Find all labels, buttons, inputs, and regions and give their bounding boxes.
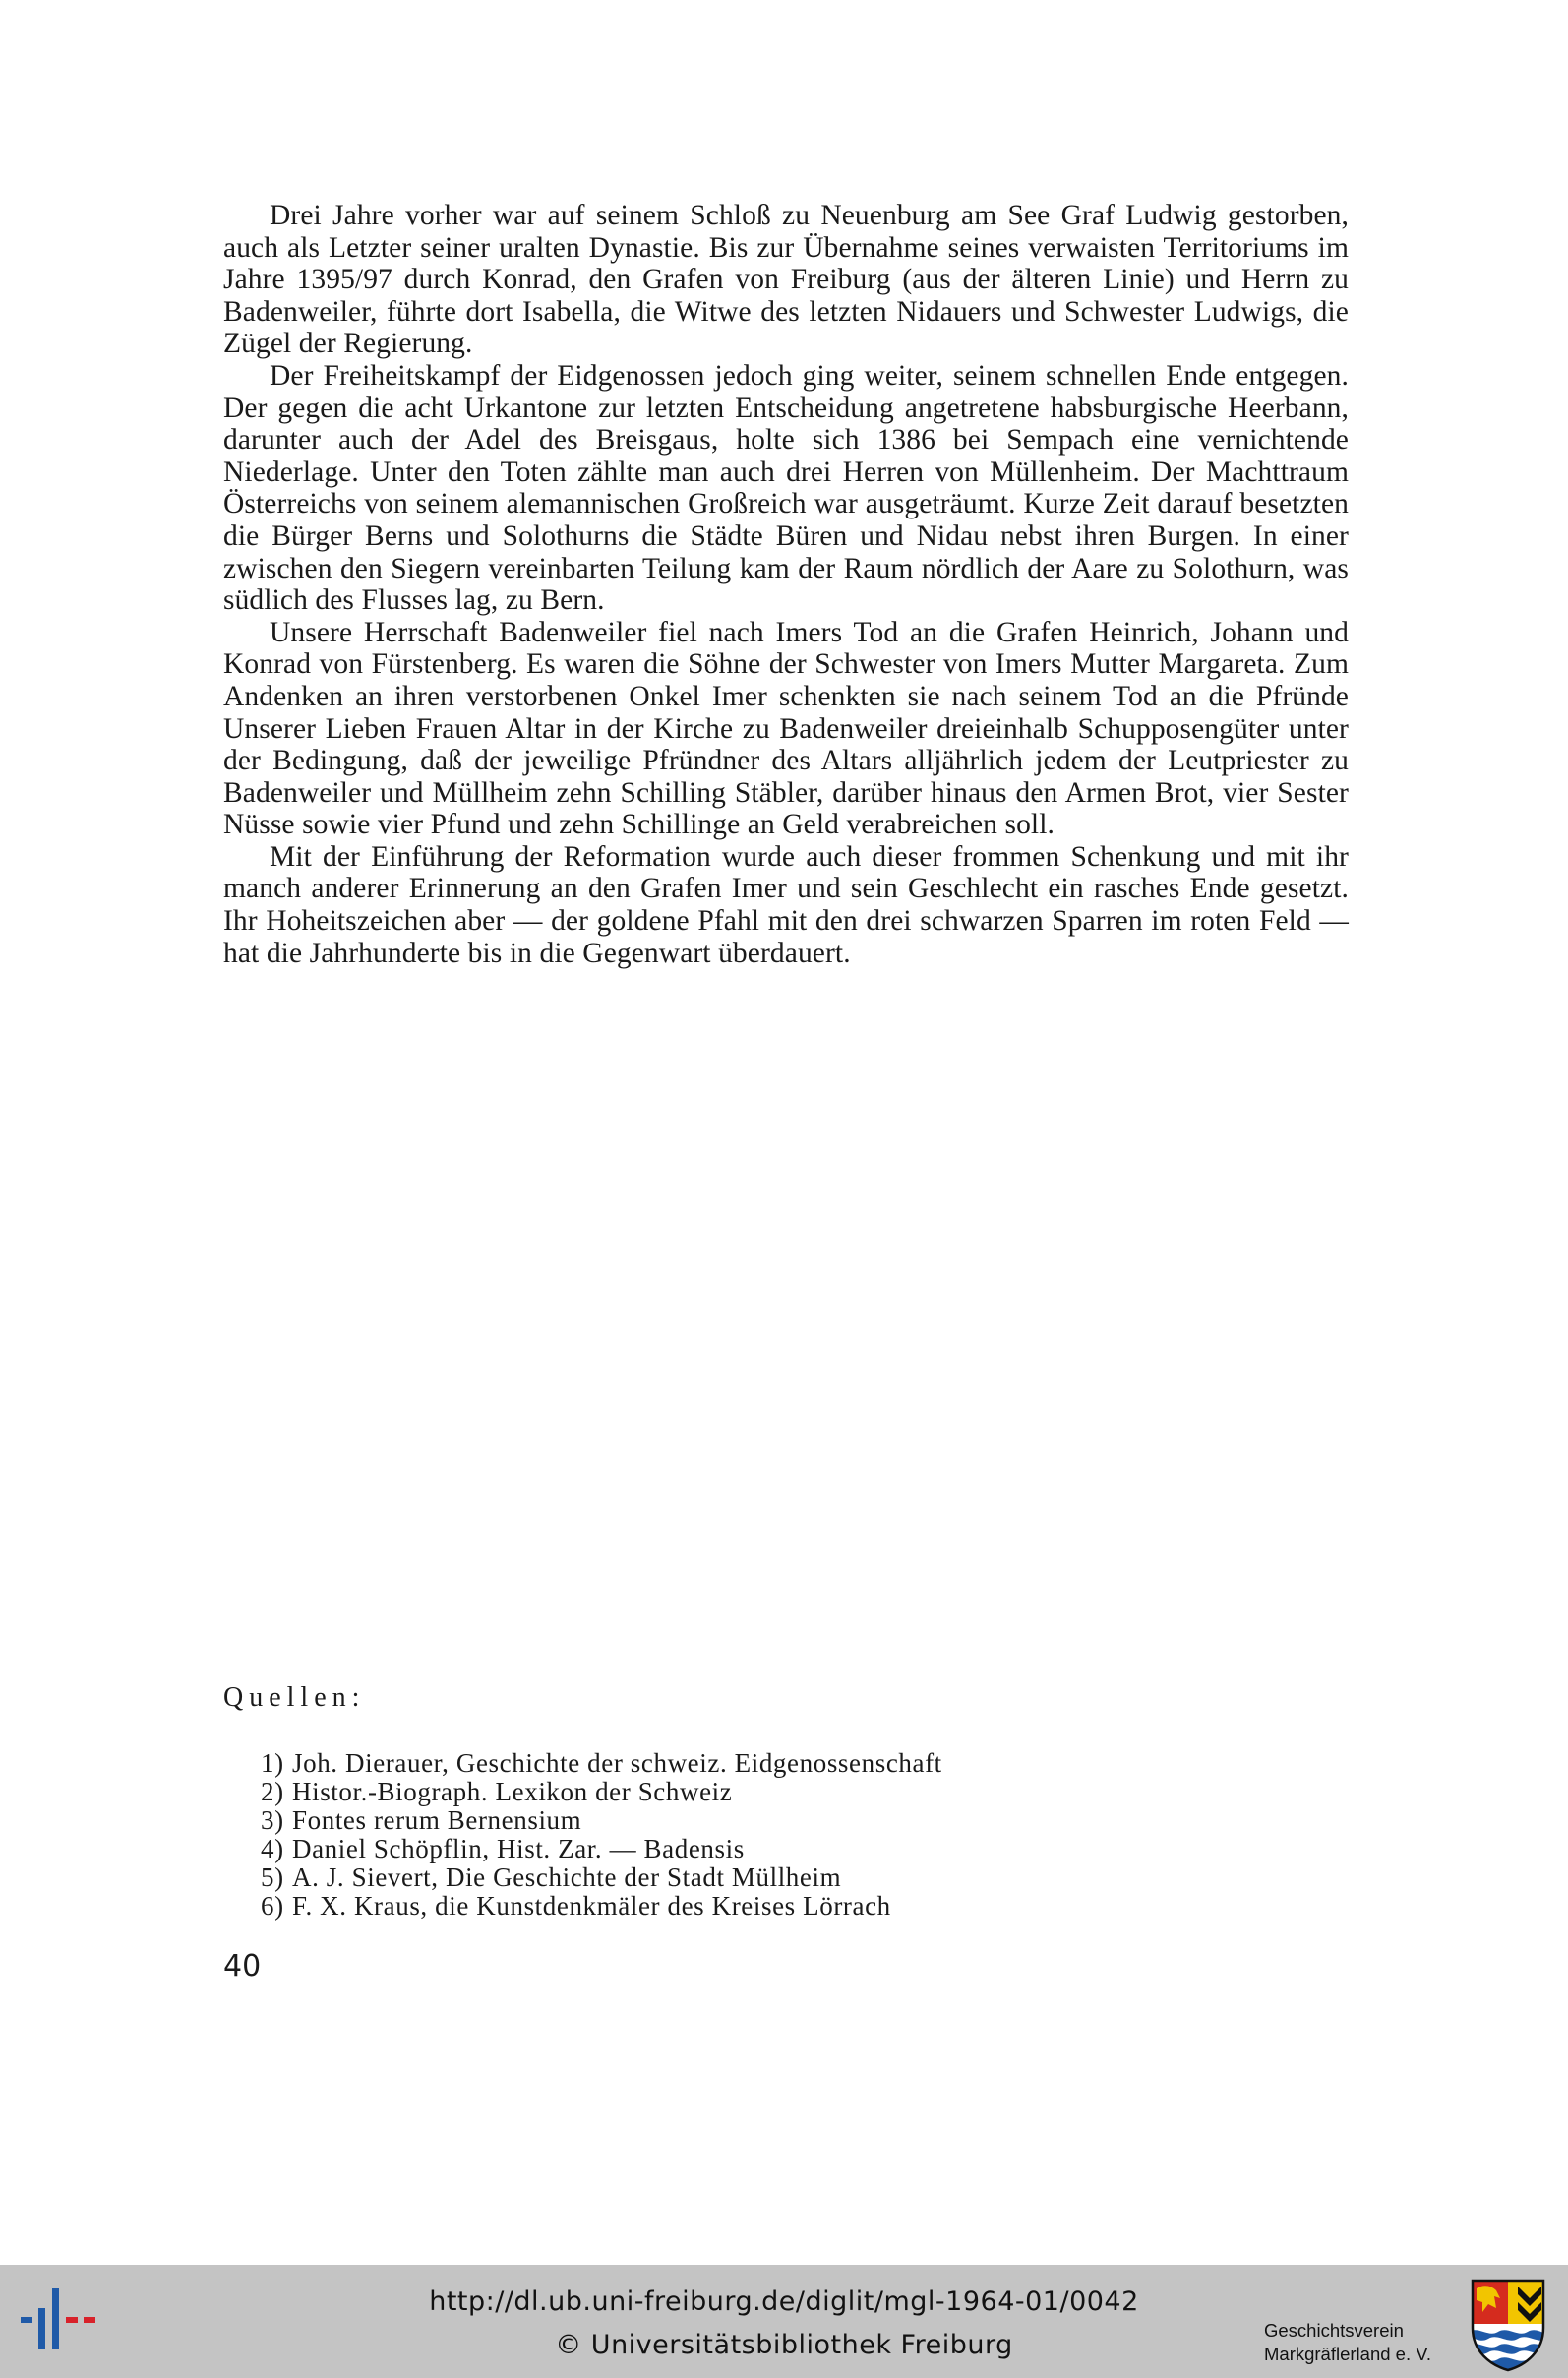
- sources-heading: Quellen:: [223, 1682, 366, 1713]
- society-name-line: Markgräflerland e. V.: [1264, 2344, 1432, 2364]
- source-item: [261, 1835, 1349, 1863]
- sources-section: [223, 1682, 1349, 1921]
- source-number: 5): [261, 1862, 284, 1892]
- source-text: A. J. Sievert, Die Geschichte der Stadt Müllheim: [292, 1862, 842, 1892]
- source-text: Histor.-Biograph. Lexikon der Schweiz: [292, 1777, 733, 1806]
- source-item: [261, 1749, 1349, 1778]
- sources-list: [223, 1749, 1349, 1921]
- source-number: 2): [261, 1777, 284, 1806]
- body-text: [223, 200, 1349, 969]
- source-text: F. X. Kraus, die Kunstdenkmäler des Kreises Lörrach: [292, 1891, 891, 1921]
- paragraph: Drei Jahre vorher war auf seinem Schloß zu Neuenburg am See Graf Ludwig gestorben, auch als Letzter seiner uralten Dynastie. Bis zur Übernahme seines verwaisten Territoriums im Jahre 1395/97 durch Konrad, den Grafen von Freiburg (aus der älteren Linie) und Herrn zu Badenweiler, führte dort Isabella, die Witwe des letzten Nidauers und Schwester Ludwigs, die Zügel der Regierung.: [223, 200, 1349, 360]
- document-url-link[interactable]: http://dl.ub.uni-freiburg.de/diglit/mgl-1964-01/0042: [429, 2287, 1139, 2317]
- source-item: [261, 1806, 1349, 1835]
- society-name-line: Geschichtsverein: [1264, 2320, 1404, 2341]
- source-item: [261, 1892, 1349, 1921]
- paragraph: Mit der Einführung der Reformation wurde auch dieser frommen Schenkung und mit ihr manch anderer Erinnerung an den Grafen Imer und sein Geschlecht ein rasches Ende gesetzt. Ihr Hoheitszeichen aber — der goldene Pfahl mit den drei schwarzen Sparren im roten Feld — hat die Jahrhunderte bis in die Gegenwart überdauert.: [223, 840, 1349, 969]
- footer-bar: [0, 2265, 1568, 2378]
- paragraph: Unsere Herrschaft Badenweiler fiel nach Imers Tod an die Grafen Heinrich, Johann und Konrad von Fürstenberg. Es waren die Söhne der Schwester von Imers Mutter Margareta. Zum Andenken an ihren verstorbenen Onkel Imer schenkten sie nach seinem Tod an die Pfründe Unserer Lieben Frauen Altar in der Kirche zu Badenweiler dreieinhalb Schupposengüter unter der Bedingung, daß der jeweilige Pfründner des Altars alljährlich jedem der Leutpriester zu Badenweiler und Müllheim zehn Schilling Stäbler, darüber hinaus den Armen Brot, vier Sester Nüsse sowie vier Pfund und zehn Schillinge an Geld verabreichen soll.: [223, 616, 1349, 841]
- copyright-notice: © Universitätsbibliothek Freiburg: [555, 2330, 1013, 2360]
- source-number: 3): [261, 1805, 284, 1835]
- source-item: [261, 1778, 1349, 1806]
- source-text: Daniel Schöpflin, Hist. Zar. — Badensis: [292, 1834, 745, 1863]
- source-text: Joh. Dierauer, Geschichte der schweiz. Eidgenossenschaft: [292, 1748, 942, 1778]
- page-number: 40: [223, 1949, 262, 1983]
- source-number: 1): [261, 1748, 284, 1778]
- source-text: Fontes rerum Bernensium: [292, 1805, 582, 1835]
- source-number: 4): [261, 1834, 284, 1863]
- source-item: [261, 1863, 1349, 1892]
- coat-of-arms-icon[interactable]: [1469, 2277, 1547, 2372]
- paragraph: Der Freiheitskampf der Eidgenossen jedoch ging weiter, seinem schnellen Ende entgegen. Der gegen die acht Urkantone zur letzten Entscheidung angetretene habsburgische Heerbann, darunter auch der Adel des Breisgaus, holte sich 1386 bei Sempach eine vernichtende Niederlage. Unter den Toten zählte man auch drei Herren von Müllenheim. Der Machttraum Österreichs von seinem alemannischen Großreich war ausgeträumt. Kurze Zeit darauf besetzten die Bürger Berns und Solothurns die Städte Büren und Nidau nebst ihren Burgen. In einer zwischen den Siegern vereinbarten Teilung kam der Raum nördlich der Aare zu Solothurn, was südlich des Flusses lag, zu Bern.: [223, 359, 1349, 617]
- society-name[interactable]: [1264, 2319, 1431, 2366]
- source-number: 6): [261, 1891, 284, 1921]
